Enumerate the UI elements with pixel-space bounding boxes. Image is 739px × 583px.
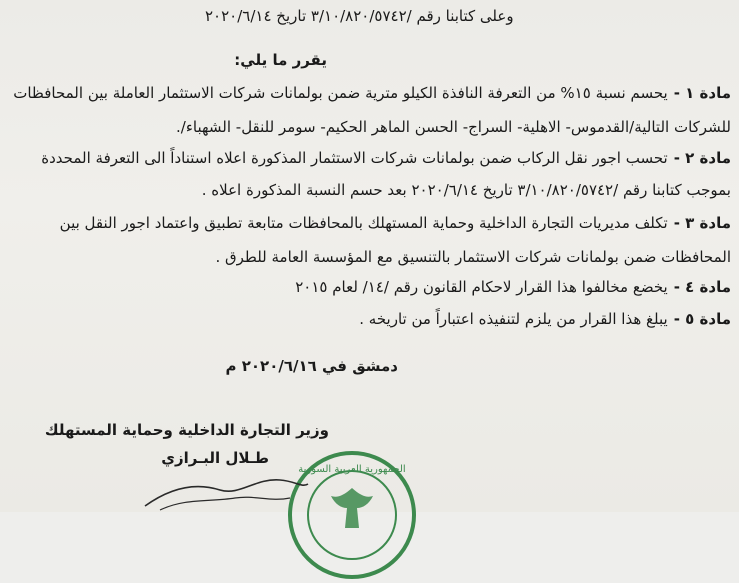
- article-1-text-1: يحسم نسبة ١٥% من التعرفة النافذة الكيلو مترية ضمن بولمانات شركات الاستثمار العاملة بين المحافظات: [13, 84, 668, 102]
- article-5-label: مادة ٥ -: [673, 310, 731, 328]
- article-3-text-1: تكلف مديريات التجارة الداخلية وحماية المستهلك بالمحافظات متابعة تطبيق واعتماد اجور النقل بين: [59, 214, 668, 232]
- decides-heading: يقرر ما يلي:: [234, 51, 327, 69]
- article-2-line-1: [41, 148, 731, 168]
- article-1-line-1: [13, 83, 731, 103]
- article-3-line-1: [60, 213, 731, 233]
- article-4-line: [295, 277, 731, 297]
- minister-name: طـلال البـرازي: [161, 449, 269, 467]
- article-1-label: مادة ١ -: [673, 84, 731, 102]
- article-4-text: يخضع مخالفوا هذا القرار لاحكام القانون رقم /١٤/ لعام ٢٠١٥: [295, 278, 668, 296]
- article-1-line-2: للشركات التالية/القدموس- الاهلية- السراج- الحسن الماهر الحكيم- سومر للنقل- الشهباء/.: [176, 118, 731, 136]
- article-2-text-1: تحسب اجور نقل الركاب ضمن بولمانات شركات الاستثمار المذكورة اعلاه استناداً الى التعرفة المحددة: [41, 149, 668, 167]
- article-5-line: [359, 309, 731, 329]
- article-3-label: مادة ٣ -: [673, 214, 731, 232]
- reference-line: وعلى كتابنا رقم /٣/١٠/٨٢٠/٥٧٤٢ تاريخ ٢٠٢٠/٦/١٤: [205, 7, 514, 25]
- article-2-line-2: بموجب كتابنا رقم /٣/١٠/٨٢٠/٥٧٤٢ تاريخ ٢٠٢٠/٦/١٤ بعد حسم النسبة المذكورة اعلاه .: [201, 181, 731, 199]
- minister-title: وزير التجارة الداخلية وحماية المستهلك: [44, 421, 329, 439]
- signature-icon: [140, 468, 310, 512]
- date-line: دمشق في ٢٠٢٠/٦/١٦ م: [225, 357, 398, 375]
- article-3-line-2: المحافظات ضمن بولمانات شركات الاستثمار بالتنسيق مع المؤسسة العامة للطرق .: [215, 248, 731, 266]
- seal-text: الجمهورية العربية السورية: [298, 464, 406, 475]
- article-5-text: يبلغ هذا القرار من يلزم لتنفيذه اعتباراً من تاريخه .: [359, 310, 668, 328]
- article-2-label: مادة ٢ -: [673, 149, 731, 167]
- article-4-label: مادة ٤ -: [673, 278, 731, 296]
